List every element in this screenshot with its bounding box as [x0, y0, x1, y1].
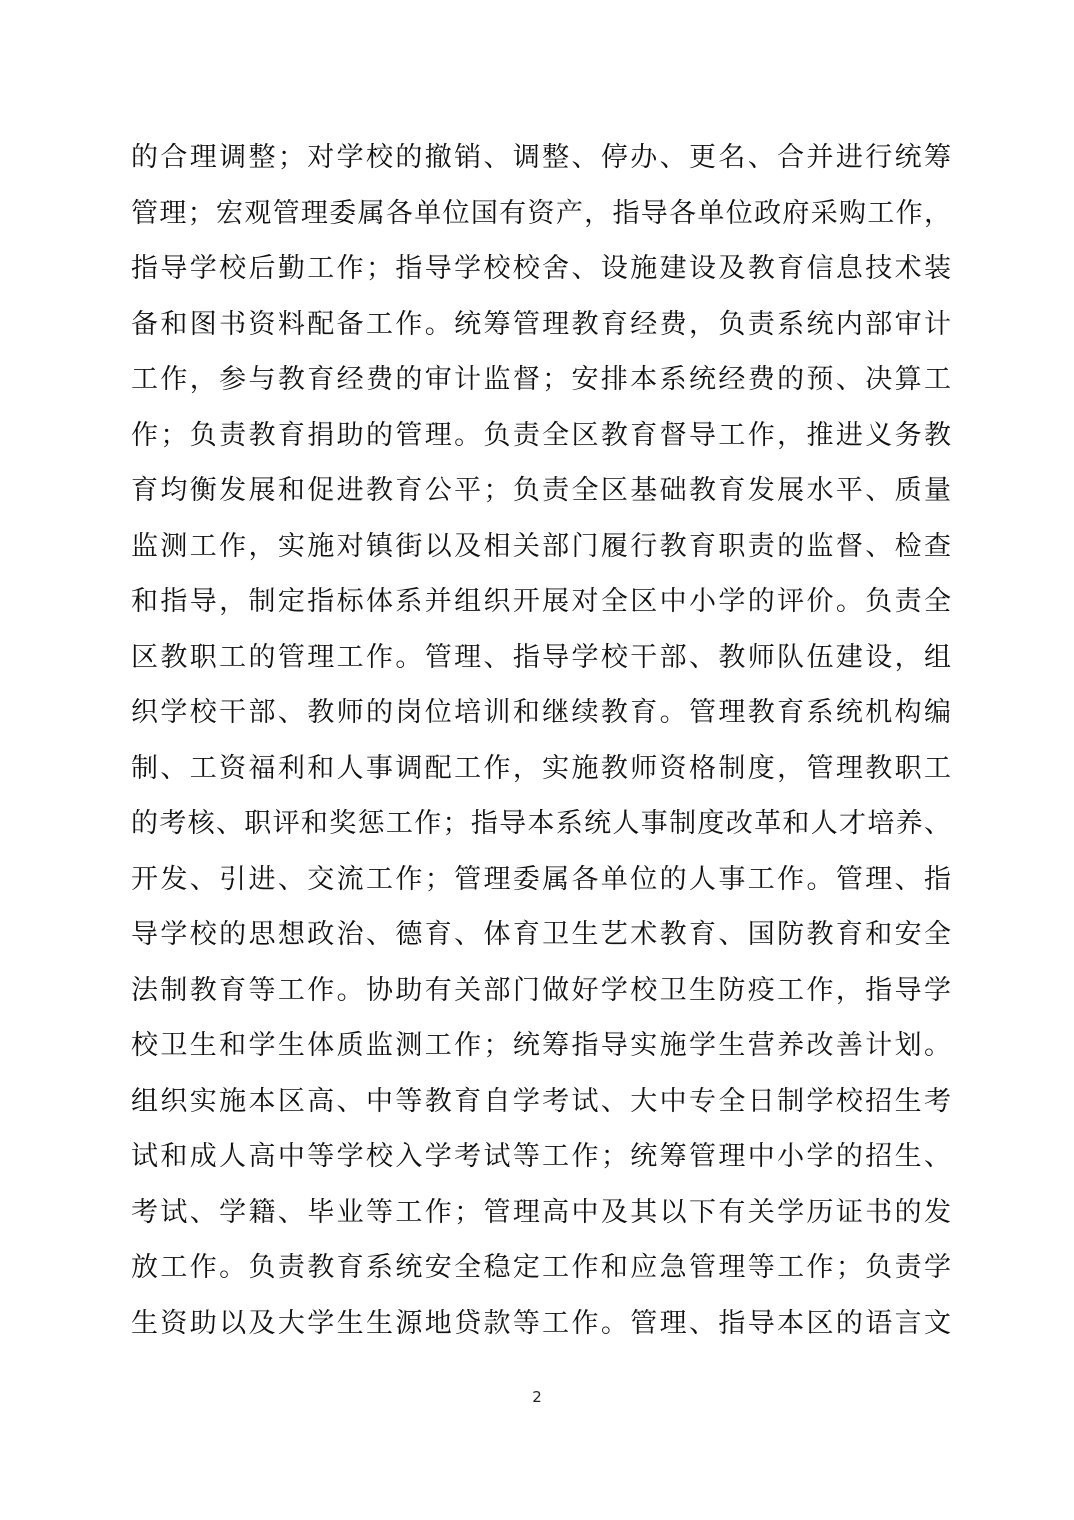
text-line: 区教职工的管理工作。管理、指导学校干部、教师队伍建设，组 [131, 641, 951, 673]
text-line: 开发、引进、交流工作；管理委属各单位的人事工作。管理、指 [131, 863, 951, 895]
text-line: 的合理调整；对学校的撤销、调整、停办、更名、合并进行统筹 [131, 142, 951, 173]
text-line: 作；负责教育捐助的管理。负责全区教育督导工作，推进义务教 [131, 419, 951, 451]
text-line: 和指导，制定指标体系并组织开展对全区中小学的评价。负责全 [131, 586, 951, 617]
text-line: 制、工资福利和人事调配工作，实施教师资格制度，管理教职工 [131, 752, 951, 784]
text-line: 试和成人高中等学校入学考试等工作；统筹管理中小学的招生、 [131, 1141, 951, 1172]
text-line: 生资助以及大学生生源地贷款等工作。管理、指导本区的语言文 [131, 1307, 951, 1339]
text-line: 的考核、职评和奖惩工作；指导本系统人事制度改革和人才培养、 [131, 808, 951, 839]
text-line: 法制教育等工作。协助有关部门做好学校卫生防疫工作，指导学 [131, 974, 951, 1006]
text-line: 管理；宏观管理委属各单位国有资产，指导各单位政府采购工作， [131, 197, 951, 229]
text-line: 育均衡发展和促进教育公平；负责全区基础教育发展水平、质量 [131, 475, 951, 506]
text-line: 导学校的思想政治、德育、体育卫生艺术教育、国防教育和安全 [131, 919, 951, 950]
text-line: 组织实施本区高、中等教育自学考试、大中专全日制学校招生考 [131, 1085, 951, 1117]
text-line: 监测工作，实施对镇街以及相关部门履行教育职责的监督、检查 [131, 530, 951, 562]
body-paragraph [131, 130, 951, 1351]
text-line: 指导学校后勤工作；指导学校校舍、设施建设及教育信息技术装 [131, 253, 951, 284]
text-line: 放工作。负责教育系统安全稳定工作和应急管理等工作；负责学 [131, 1252, 951, 1283]
text-line: 工作，参与教育经费的审计监督；安排本系统经费的预、决算工 [131, 364, 951, 395]
text-line: 考试、学籍、毕业等工作；管理高中及其以下有关学历证书的发 [131, 1196, 951, 1228]
text-line: 备和图书资料配备工作。统筹管理教育经费，负责系统内部审计 [131, 308, 951, 340]
text-line: 织学校干部、教师的岗位培训和继续教育。管理教育系统机构编 [131, 697, 951, 728]
text-line: 校卫生和学生体质监测工作；统筹指导实施学生营养改善计划。 [131, 1030, 951, 1061]
page-number: 2 [532, 1388, 542, 1406]
